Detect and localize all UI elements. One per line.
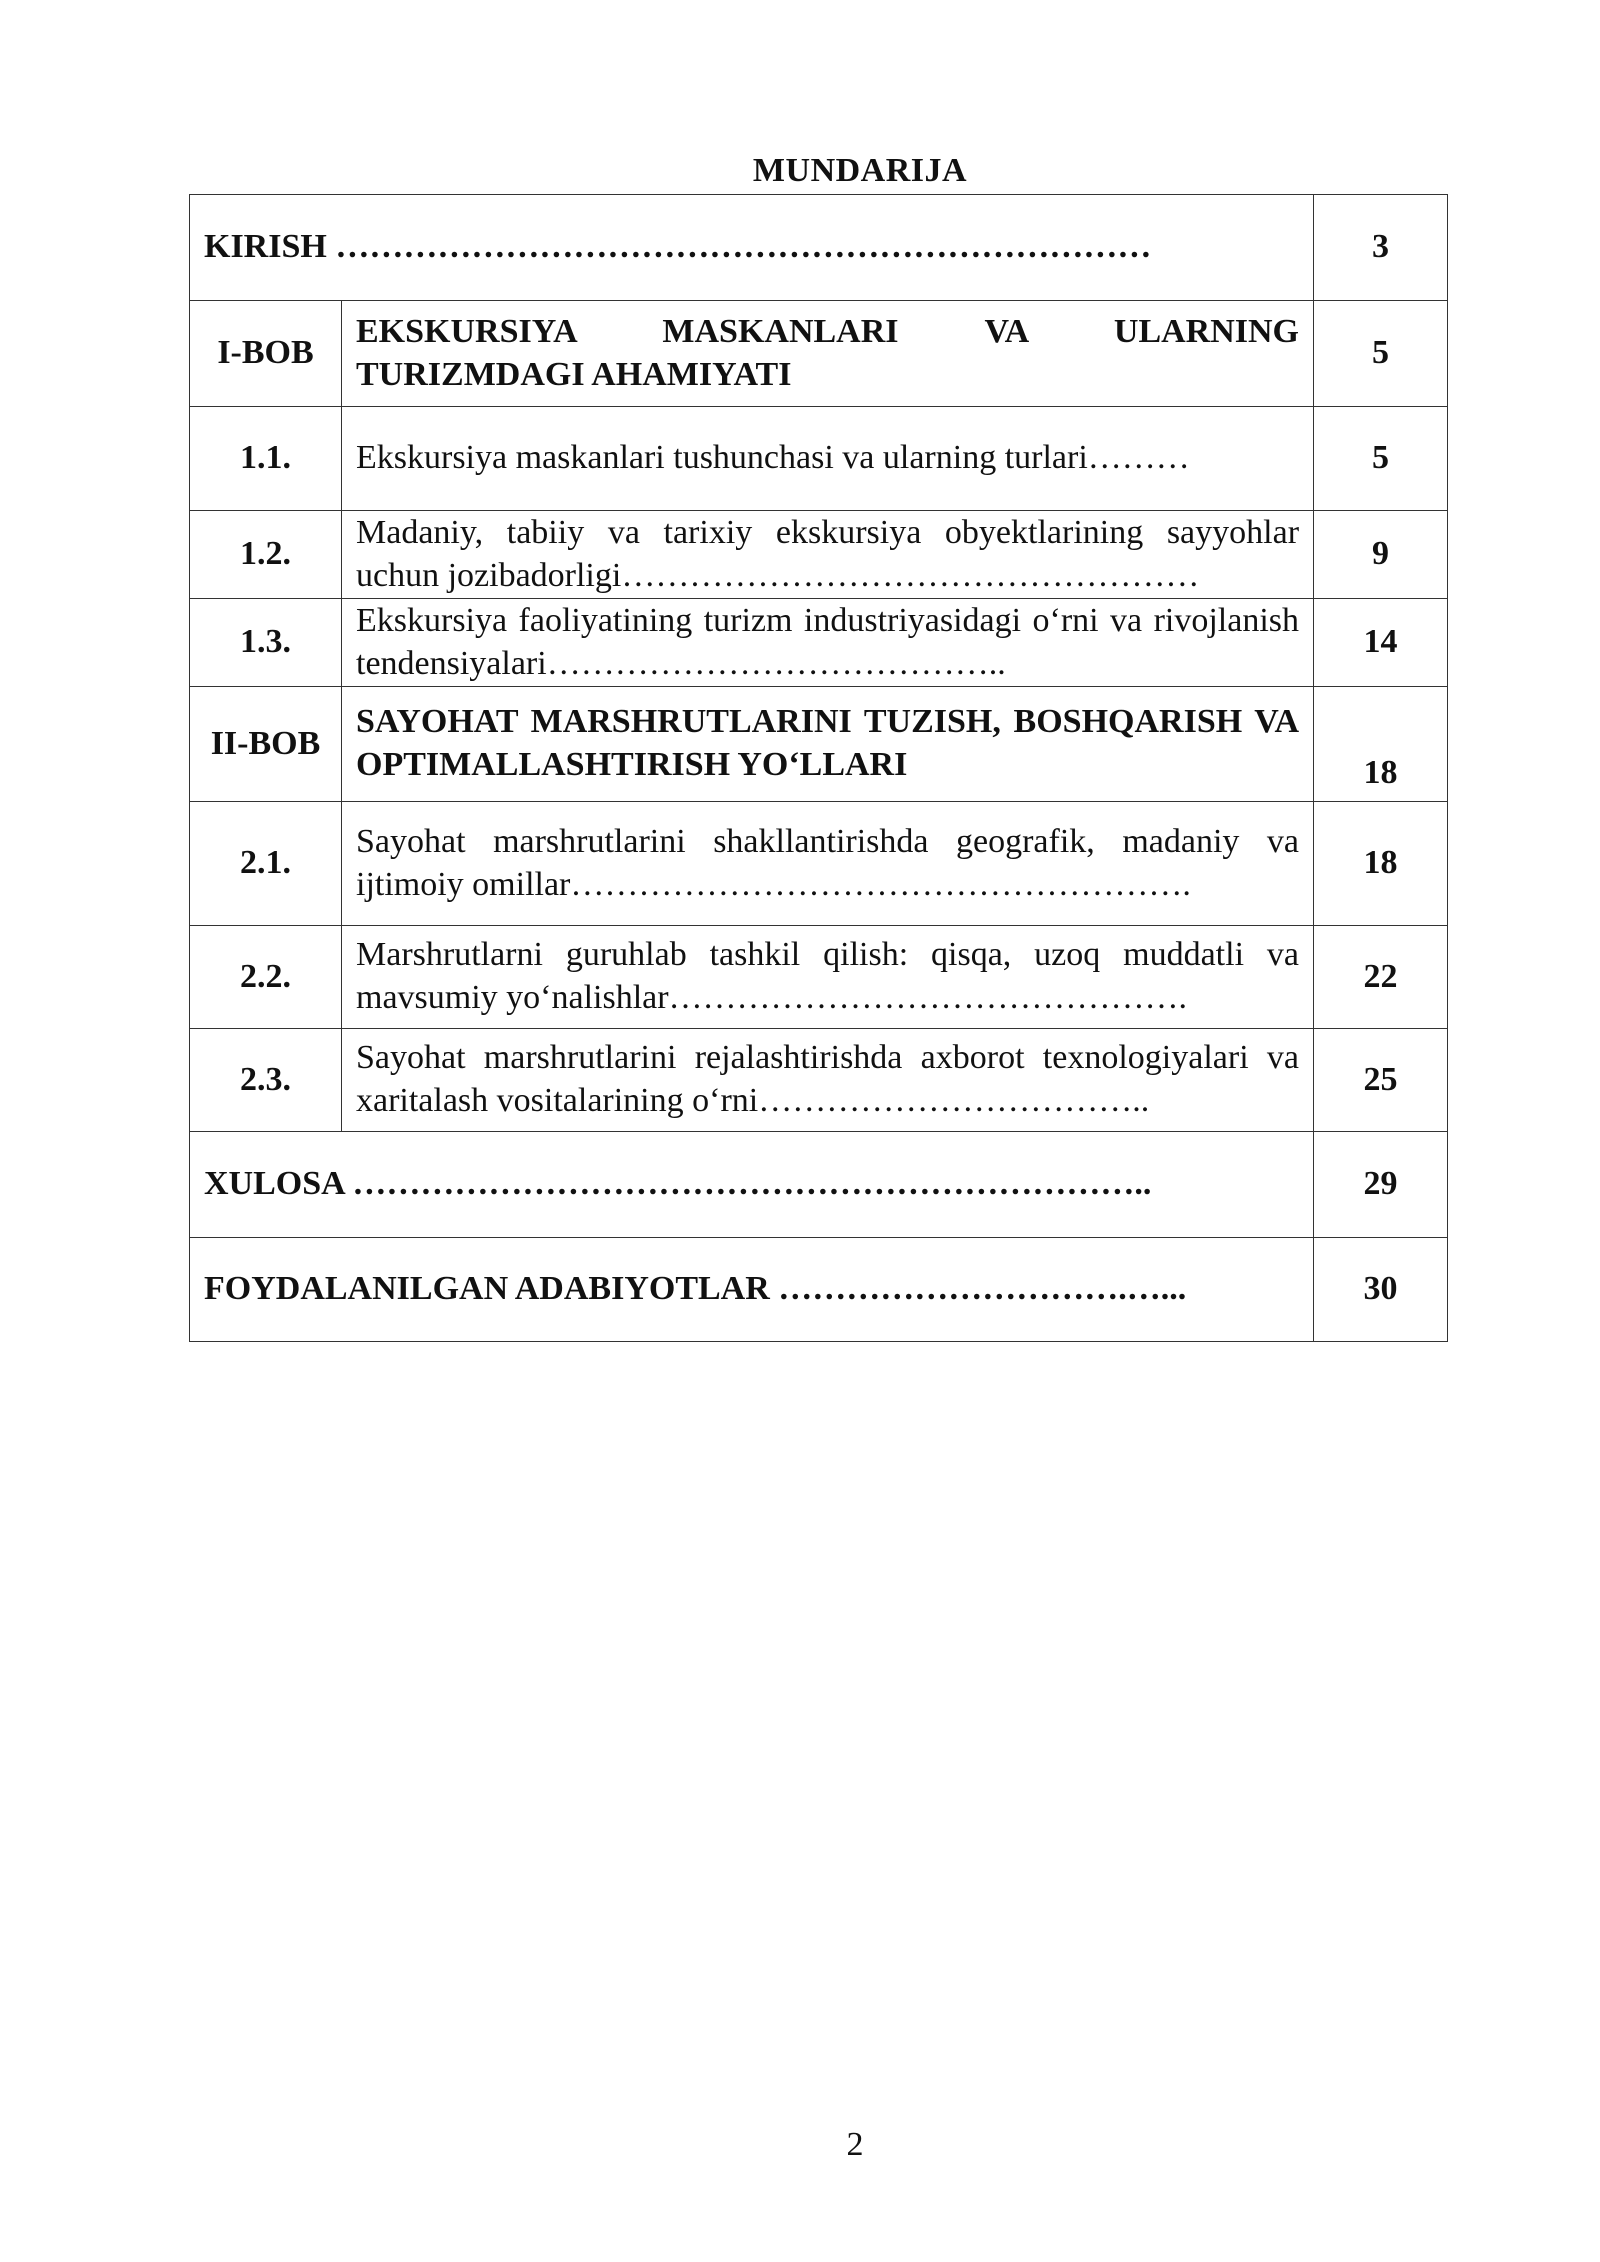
toc-row-chapter-2	[190, 687, 1448, 802]
toc-page-section-2-2: 22	[1314, 926, 1448, 1029]
toc-title-chapter-1: EKSKURSIYA MASKANLARI VA ULARNING TURIZMDAGI AHAMIYATI	[342, 301, 1314, 407]
toc-page-section-1-1: 5	[1314, 407, 1448, 511]
toc-row-section-1-2	[190, 511, 1448, 599]
toc-row-section-2-3	[190, 1029, 1448, 1132]
toc-title-kirish: KIRISH ………………………………………………………………	[190, 195, 1314, 301]
toc-row-section-1-3	[190, 599, 1448, 687]
page-number: 2	[846, 2126, 864, 2163]
toc-title-section-1-3: Ekskursiya faoliyatining turizm industriyasidagi o‘rni va rivojlanish tendensiyalari…………………………………..	[342, 599, 1314, 687]
toc-page-xulosa: 29	[1314, 1132, 1448, 1238]
toc-row-section-1-1	[190, 407, 1448, 511]
toc-page-section-1-3: 14	[1314, 599, 1448, 687]
toc-row-section-2-1	[190, 802, 1448, 926]
toc-label-section-2-3: 2.3.	[190, 1029, 342, 1132]
toc-page-chapter-2: 18	[1314, 687, 1448, 802]
toc-row-adabiyotlar	[190, 1238, 1448, 1342]
toc-title-section-2-1: Sayohat marshrutlarini shakllantirishda geografik, madaniy va ijtimoiy omillar……………………………………………….	[342, 802, 1314, 926]
table-of-contents	[189, 194, 1448, 1342]
page-title: MUNDARIJA	[752, 152, 968, 189]
toc-title-chapter-2: SAYOHAT MARSHRUTLARINI TUZISH, BOSHQARISH VA OPTIMALLASHTIRISH YO‘LLARI	[342, 687, 1314, 802]
toc-label-section-1-1: 1.1.	[190, 407, 342, 511]
toc-label-section-2-2: 2.2.	[190, 926, 342, 1029]
toc-page-section-2-1: 18	[1314, 802, 1448, 926]
toc-title-section-1-2: Madaniy, tabiiy va tarixiy ekskursiya obyektlarining sayyohlar uchun jozibadorligi……………………………………………	[342, 511, 1314, 599]
toc-label-section-1-2: 1.2.	[190, 511, 342, 599]
toc-label-chapter-2: II-BOB	[190, 687, 342, 802]
toc-page-adabiyotlar: 30	[1314, 1238, 1448, 1342]
toc-row-kirish	[190, 195, 1448, 301]
toc-page-section-2-3: 25	[1314, 1029, 1448, 1132]
toc-row-xulosa	[190, 1132, 1448, 1238]
toc-page-section-1-2: 9	[1314, 511, 1448, 599]
toc-page-kirish: 3	[1314, 195, 1448, 301]
toc-title-section-1-1: Ekskursiya maskanlari tushunchasi va ularning turlari………	[342, 407, 1314, 511]
toc-label-section-1-3: 1.3.	[190, 599, 342, 687]
toc-title-adabiyotlar: FOYDALANILGAN ADABIYOTLAR ………………………….…...	[190, 1238, 1314, 1342]
toc-page-chapter-1: 5	[1314, 301, 1448, 407]
toc-title-xulosa: XULOSA ……………………………………………………………..	[190, 1132, 1314, 1238]
toc-label-chapter-1: I-BOB	[190, 301, 342, 407]
toc-row-chapter-1	[190, 301, 1448, 407]
toc-title-section-2-3: Sayohat marshrutlarini rejalashtirishda axborot texnologiyalari va xaritalash vositalarining o‘rni……………………………..	[342, 1029, 1314, 1132]
toc-label-section-2-1: 2.1.	[190, 802, 342, 926]
toc-title-section-2-2: Marshrutlarni guruhlab tashkil qilish: qisqa, uzoq muddatli va mavsumiy yo‘nalishlar……………………………………….	[342, 926, 1314, 1029]
toc-row-section-2-2	[190, 926, 1448, 1029]
